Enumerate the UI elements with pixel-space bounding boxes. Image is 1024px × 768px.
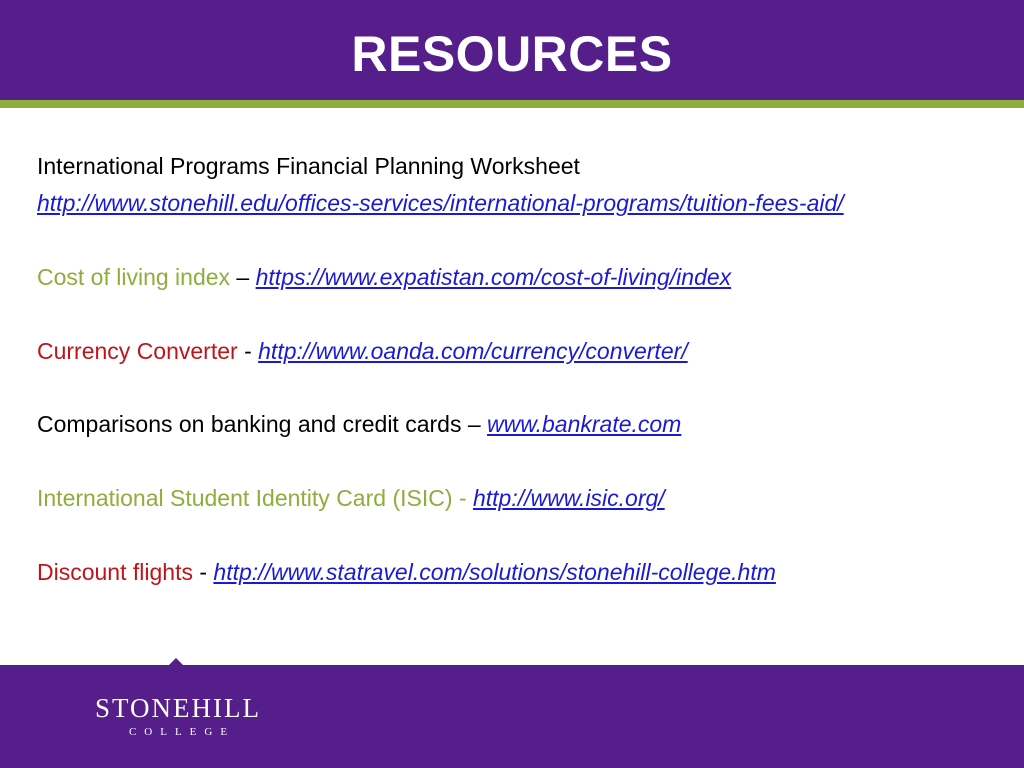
resource-label: Comparisons on banking and credit cards — [37, 411, 462, 437]
header-bar — [0, 0, 1024, 100]
resource-separator: - — [192, 559, 214, 585]
resource-separator: - — [452, 485, 473, 511]
resource-item-banking — [37, 410, 681, 438]
resource-link-bankrate[interactable]: www.bankrate.com — [487, 411, 682, 437]
page-title: RESOURCES — [351, 26, 673, 82]
resource-item-discount-flights — [37, 558, 776, 586]
header-accent-stripe — [0, 100, 1024, 108]
logo-subtitle: COLLEGE — [128, 726, 236, 738]
resource-separator: - — [237, 338, 259, 364]
resource-item-isic — [37, 484, 665, 512]
resource-link-statravel[interactable]: http://www.statravel.com/solutions/stonehill-college.htm — [213, 559, 776, 585]
resource-link-currency-converter[interactable]: http://www.oanda.com/currency/converter/ — [258, 338, 688, 364]
resource-link-cost-of-living[interactable]: https://www.expatistan.com/cost-of-living/index — [255, 264, 732, 290]
resource-item-cost-of-living — [37, 263, 731, 291]
resource-label: Currency Converter — [37, 338, 238, 364]
resource-label: Cost of living index — [37, 264, 231, 290]
resource-label: International Student Identity Card (ISIC) — [37, 485, 453, 511]
resource-item-worksheet-label — [37, 152, 580, 180]
resource-label: Discount flights — [37, 559, 193, 585]
resource-separator: – — [230, 264, 256, 290]
resource-label: International Programs Financial Planning Worksheet — [37, 153, 580, 179]
resource-item-worksheet-link-row — [37, 189, 844, 217]
resource-link-worksheet[interactable]: http://www.stonehill.edu/offices-services/international-programs/tuition-fees-aid/ — [37, 190, 844, 216]
resource-link-isic[interactable]: http://www.isic.org/ — [472, 485, 665, 511]
logo-name: STONEHILL — [95, 693, 261, 723]
resource-item-currency-converter — [37, 337, 688, 365]
resource-separator: – — [461, 411, 488, 437]
stonehill-college-logo — [86, 693, 270, 739]
